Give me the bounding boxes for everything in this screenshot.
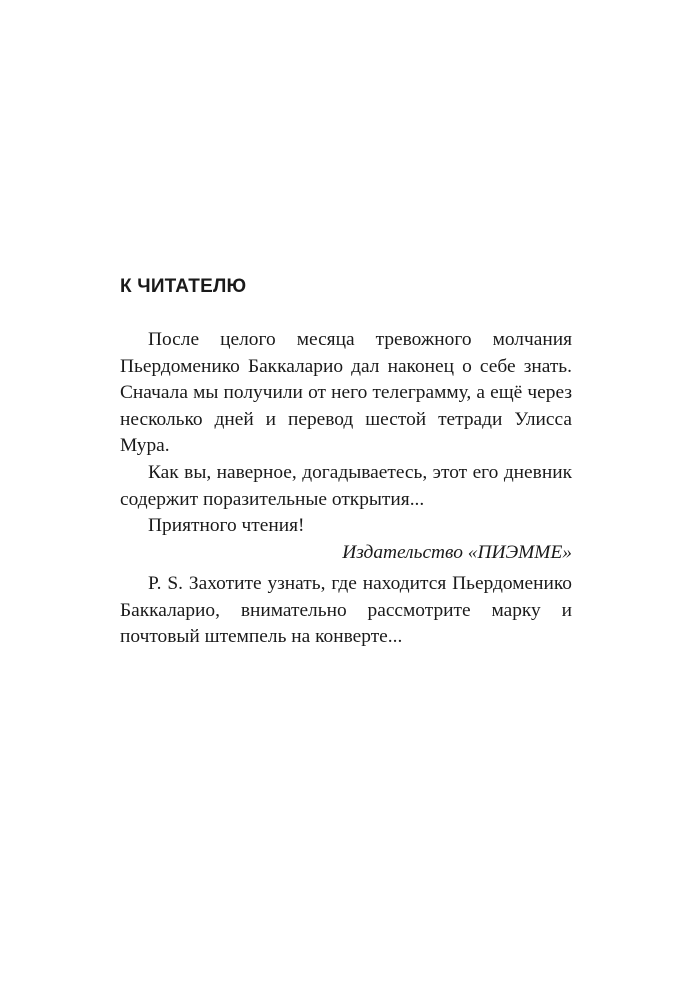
page-title: К ЧИТАТЕЛЮ (120, 276, 247, 297)
letter-body (120, 327, 572, 566)
paragraph-wish: Приятного чтения! (148, 515, 305, 537)
postscript: P. S. Захотите узнать, где находится Пьердоменико Баккаларио, внимательно рассмотрите марку и почтовый штемпель на конверте... (120, 573, 572, 648)
paragraph-diary: Как вы, наверное, догадываетесь, этот его дневник содержит поразительные открытия... (120, 461, 572, 510)
paragraph-intro: После целого месяца тревожного молчания Пьердоменико Баккаларио дал наконец о себе знать. Сначала мы получили от него телеграмму, а ещё через несколько дней и перевод шестой тетради Улисса Мура. (120, 329, 572, 457)
publisher-signature: Издательство «ПИЭММЕ» (342, 541, 572, 563)
page (120, 0, 572, 1000)
